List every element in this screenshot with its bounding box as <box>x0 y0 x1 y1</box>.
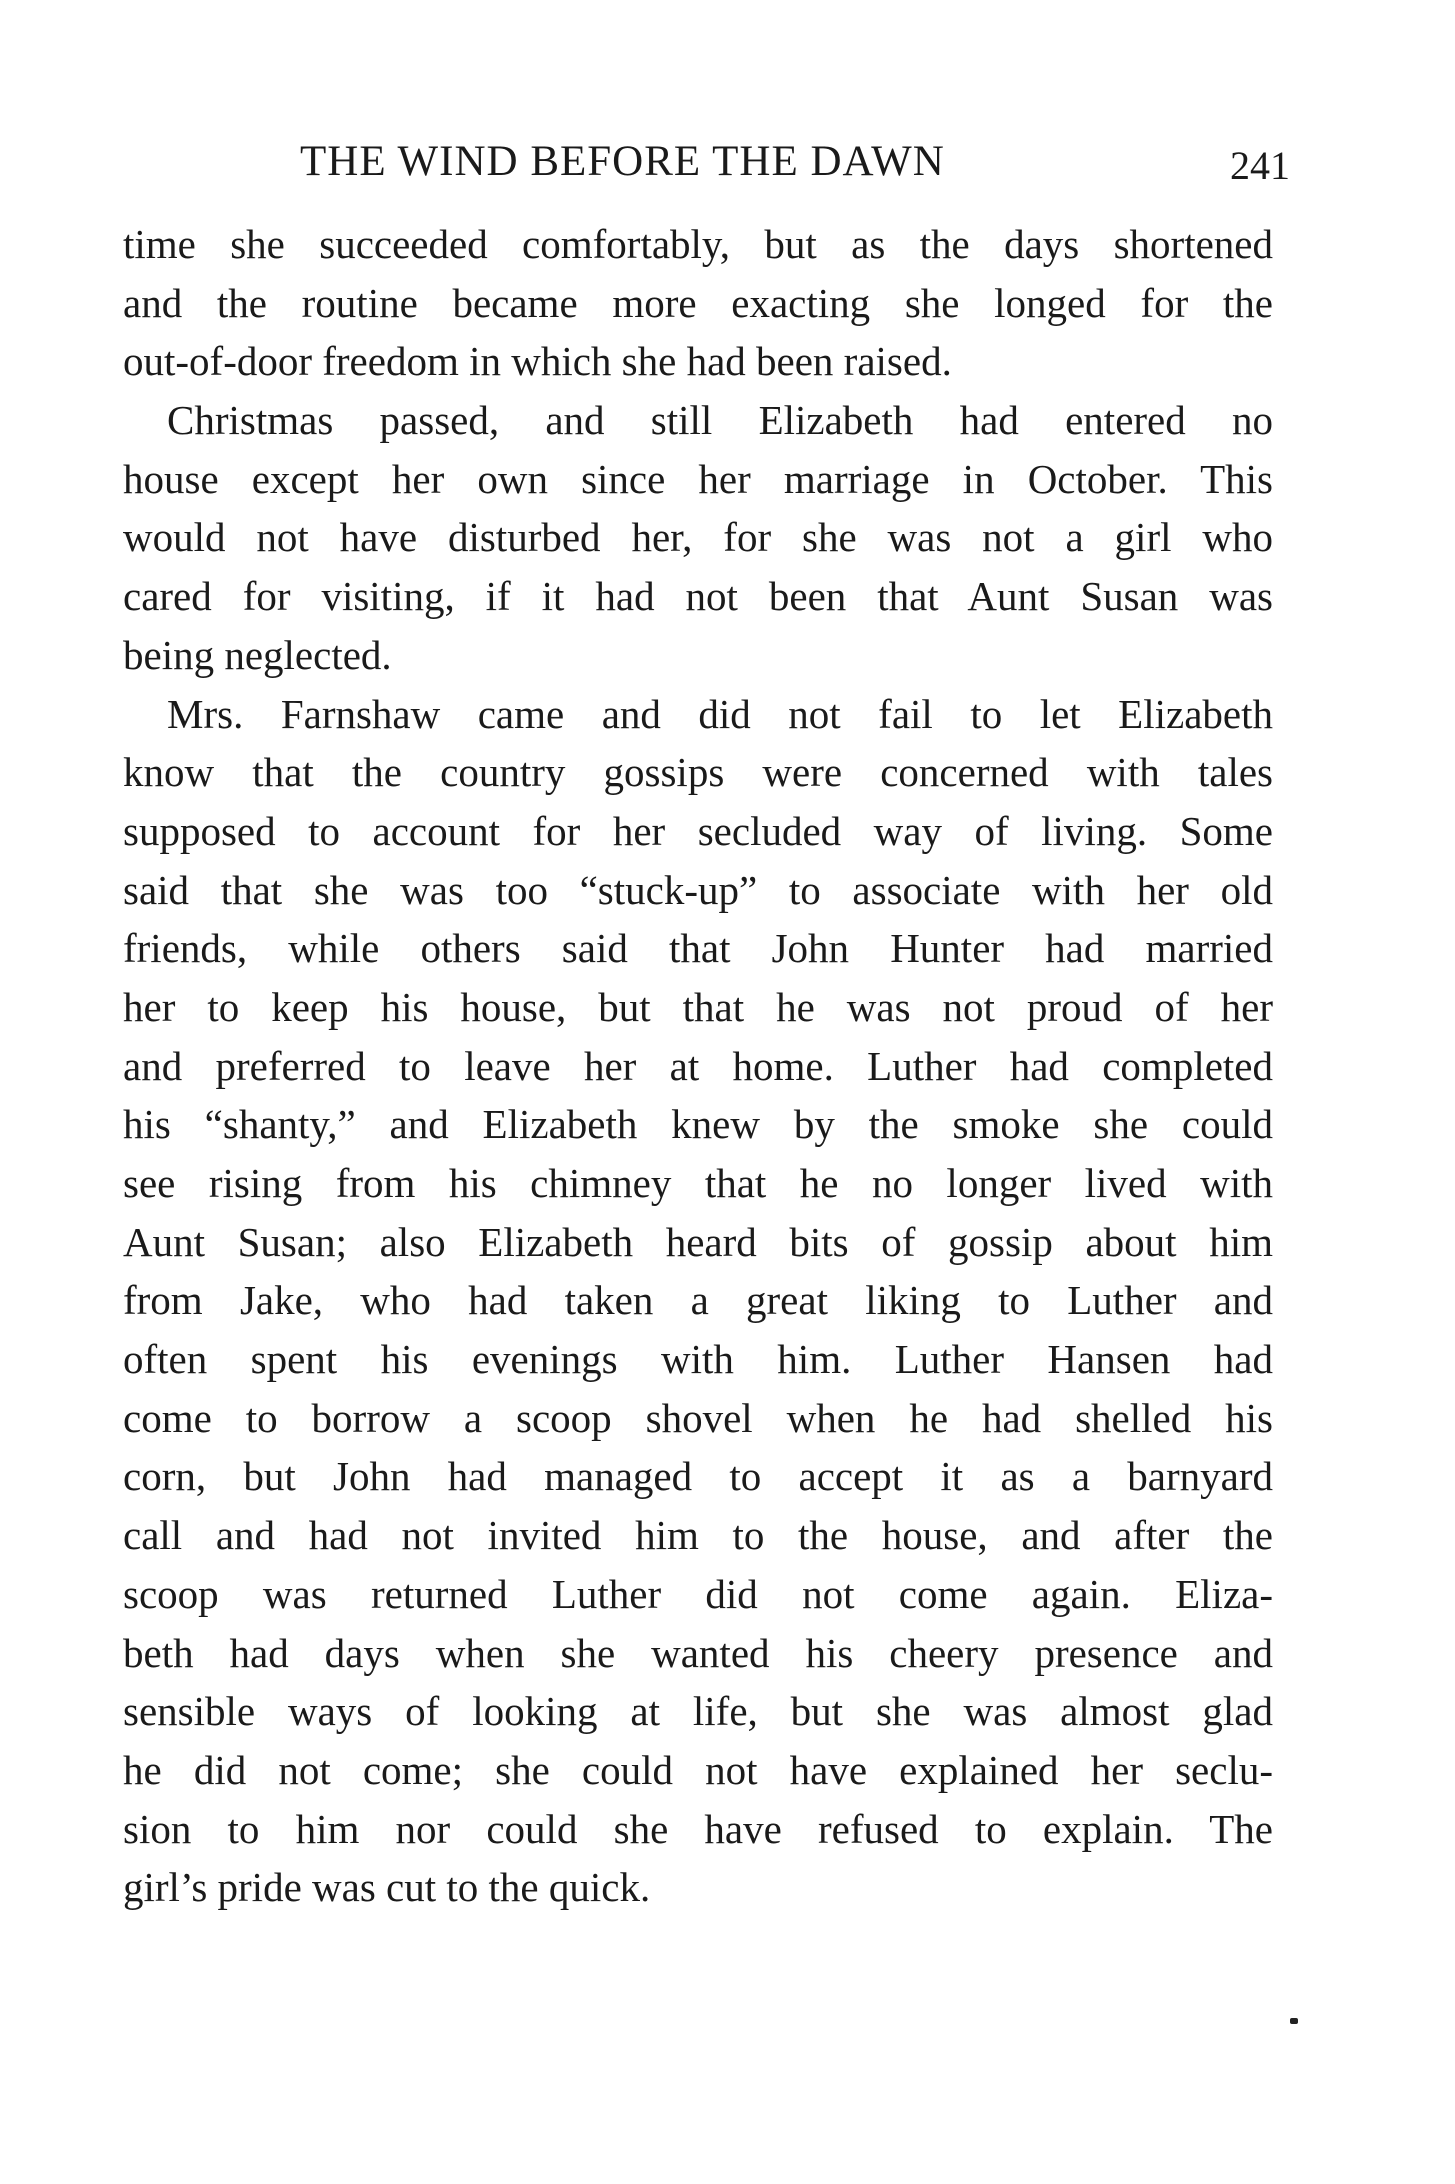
page-number: 241 <box>1230 143 1290 188</box>
text-line: supposed to account for her secluded way of living. Some <box>123 807 1273 854</box>
text-line: girl’s pride was cut to the quick. <box>123 1864 651 1911</box>
text-line: beth had days when she wanted his cheery presence and <box>123 1629 1273 1676</box>
text-line: Mrs. Farnshaw came and did not fail to let Elizabeth <box>167 690 1273 737</box>
text-line: her to keep his house, but that he was not proud of her <box>123 983 1273 1030</box>
text-line: cared for visiting, if it had not been that Aunt Susan was <box>123 573 1273 620</box>
text-line: being neglected. <box>123 631 392 678</box>
text-line: scoop was returned Luther did not come again. Eliza- <box>123 1570 1273 1617</box>
text-line: out-of-door freedom in which she had been raised. <box>123 338 952 385</box>
text-line: Christmas passed, and still Elizabeth had entered no <box>167 397 1273 444</box>
running-title: THE WIND BEFORE THE DAWN <box>300 138 945 185</box>
text-line: corn, but John had managed to accept it as a barnyard <box>123 1453 1273 1500</box>
text-line: his “shanty,” and Elizabeth knew by the smoke she could <box>123 1101 1273 1148</box>
paragraph <box>123 215 1273 391</box>
text-line: from Jake, who had taken a great liking to Luther and <box>123 1277 1273 1324</box>
paragraph <box>123 685 1273 1917</box>
text-line: see rising from his chimney that he no longer lived with <box>123 1160 1273 1206</box>
body-text <box>123 215 1273 1917</box>
text-line: Aunt Susan; also Elizabeth heard bits of gossip about him <box>123 1218 1273 1265</box>
text-line: said that she was too “stuck-up” to associate with her old <box>123 866 1273 913</box>
text-line: sensible ways of looking at life, but she was almost glad <box>123 1688 1273 1735</box>
paragraph <box>123 391 1273 684</box>
text-line: often spent his evenings with him. Luther Hansen had <box>123 1336 1273 1383</box>
page-header <box>300 132 1290 192</box>
text-line: and preferred to leave her at home. Luther had completed <box>123 1042 1273 1089</box>
text-line: sion to him nor could she have refused to explain. The <box>123 1805 1273 1852</box>
text-line: he did not come; she could not have explained her seclu- <box>123 1746 1273 1793</box>
ink-speck <box>1290 2018 1298 2024</box>
text-line: know that the country gossips were concerned with tales <box>123 749 1273 796</box>
text-line: would not have disturbed her, for she was not a girl who <box>123 514 1273 561</box>
text-line: come to borrow a scoop shovel when he had shelled his <box>123 1394 1273 1441</box>
text-line: time she succeeded comfortably, but as the days shortened <box>123 221 1273 267</box>
text-line: and the routine became more exacting she longed for the <box>123 279 1273 326</box>
text-line: house except her own since her marriage in October. This <box>123 455 1273 502</box>
text-line: friends, while others said that John Hunter had married <box>123 925 1273 972</box>
text-line: call and had not invited him to the house, and after the <box>123 1512 1273 1559</box>
